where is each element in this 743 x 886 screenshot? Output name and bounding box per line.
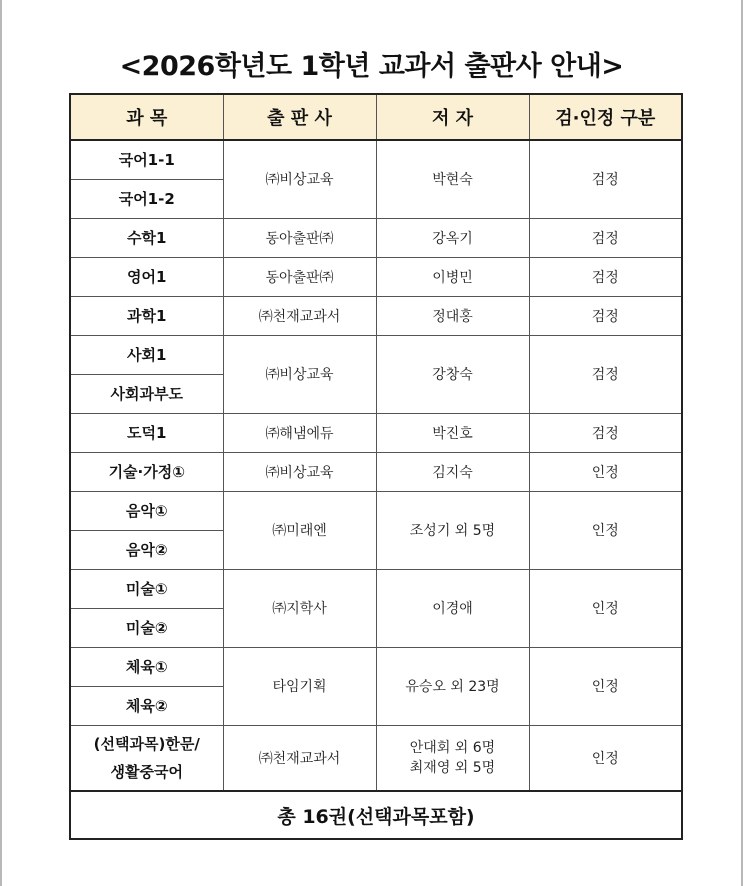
total-row [70,791,682,839]
subject-cell: 미술① [70,569,223,608]
author-cell: 정대홍 [376,296,529,335]
subject-cell: 기술·가정① [70,452,223,491]
publisher-cell: 타임기획 [223,647,376,725]
subject-cell: 국어1-1 [70,140,223,179]
header-type: 검·인정 구분 [529,94,682,140]
table-row [70,257,682,296]
subject-cell: 국어1-2 [70,179,223,218]
header-subject: 과 목 [70,94,223,140]
subject-cell: 사회1 [70,335,223,374]
publisher-cell: 동아출판㈜ [223,257,376,296]
publisher-cell: ㈜천재교과서 [223,725,376,791]
subject-cell [70,725,223,791]
publisher-cell: ㈜미래엔 [223,491,376,569]
table-row [70,452,682,491]
type-cell: 인정 [529,647,682,725]
publisher-cell: ㈜지학사 [223,569,376,647]
textbook-table [69,93,683,840]
table-row [70,335,682,374]
author-line: 최재영 외 5명 [409,759,496,776]
publisher-cell: ㈜해냄에듀 [223,413,376,452]
total-cell: 총 16권(선택과목포함) [70,791,682,839]
table-row [70,218,682,257]
table-row [70,413,682,452]
type-cell: 인정 [529,452,682,491]
author-cell [376,725,529,791]
author-cell: 김지숙 [376,452,529,491]
publisher-cell: ㈜천재교과서 [223,296,376,335]
subject-cell: 수학1 [70,218,223,257]
table-row [70,647,682,686]
table-row [70,725,682,791]
subject-cell: 음악① [70,491,223,530]
subject-cell: 사회과부도 [70,374,223,413]
page-title: <2026학년도 1학년 교과서 출판사 안내> [119,51,624,82]
type-cell: 검정 [529,296,682,335]
type-cell: 검정 [529,335,682,413]
author-cell: 박현숙 [376,140,529,218]
publisher-cell: ㈜비상교육 [223,452,376,491]
table-row [70,569,682,608]
subject-line: 생활중국어 [110,762,183,781]
type-cell: 인정 [529,491,682,569]
table-row [70,140,682,179]
header-author: 저 자 [376,94,529,140]
author-cell: 강옥기 [376,218,529,257]
subject-cell: 과학1 [70,296,223,335]
author-cell: 이병민 [376,257,529,296]
author-cell: 이경애 [376,569,529,647]
table-row [70,296,682,335]
subject-cell: 체육② [70,686,223,725]
table-row [70,491,682,530]
type-cell: 검정 [529,413,682,452]
type-cell: 인정 [529,569,682,647]
subject-cell: 도덕1 [70,413,223,452]
author-cell: 조성기 외 5명 [376,491,529,569]
subject-cell: 미술② [70,608,223,647]
publisher-cell: ㈜비상교육 [223,140,376,218]
subject-cell: 체육① [70,647,223,686]
author-cell: 강창숙 [376,335,529,413]
header-publisher: 출 판 사 [223,94,376,140]
page-edge-left [0,0,2,886]
subject-line: (선택과목)한문/ [93,734,200,753]
table-header-row [70,94,682,140]
type-cell: 인정 [529,725,682,791]
subject-cell: 영어1 [70,257,223,296]
author-cell: 유승오 외 23명 [376,647,529,725]
author-cell: 박진호 [376,413,529,452]
subject-cell: 음악② [70,530,223,569]
type-cell: 검정 [529,257,682,296]
author-line: 안대회 외 6명 [409,739,496,756]
publisher-cell: ㈜비상교육 [223,335,376,413]
publisher-cell: 동아출판㈜ [223,218,376,257]
type-cell: 검정 [529,140,682,218]
type-cell: 검정 [529,218,682,257]
